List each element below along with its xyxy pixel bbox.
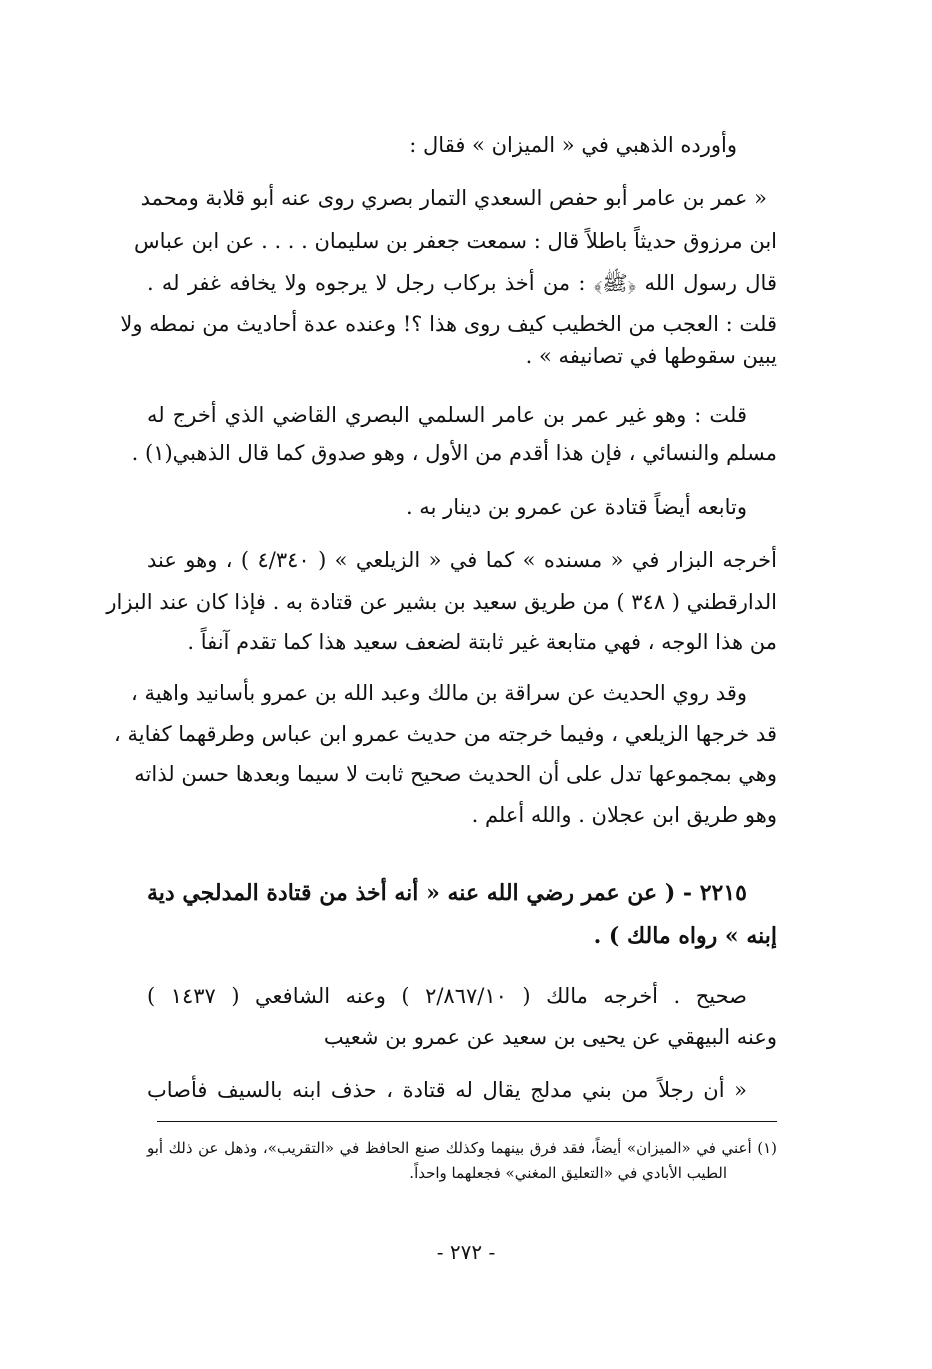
text-line: وقد روي الحديث عن سراقة بن مالك وعبد الله بن عمرو بأسانيد واهية ، [131,681,747,705]
page-number: - ٢٧٢ - [436,1240,496,1264]
text-line: الدارقطني ( ٣٤٨ ) من طريق سعيد بن بشير عن قتادة به . فإذا كان عند البزار [106,590,777,614]
footnote-line: الطيب الأبادي في «التعليق المغني» فجعلهما واحداً. [409,1164,727,1182]
footnote-line: (١) أعني في «الميزان» أيضاً، فقد فرق بينهما وكذلك صنع الحافظ في «التقريب»، وذهل عن ذلك أبو [147,1139,777,1157]
text-line: « أن رجلاً من بني مدلج يقال له قتادة ، حذف ابنه بالسيف فأصاب [147,1078,747,1102]
text-line: من هذا الوجه ، فهي متابعة غير ثابتة لضعف سعيد هذا كما تقدم آنفاً . [187,630,777,654]
text-line: قد خرجها الزيلعي ، وفيما خرجته من حديث عمرو ابن عباس وطرقهما كفاية ، [114,722,777,746]
text-line: قال رسول الله ﴿ﷺ﴾ : من أخذ بركاب رجل لا يرجوه ولا يخافه غفر له . [147,271,777,295]
text-line: قلت : وهو غير عمر بن عامر السلمي البصري القاضي الذي أخرج له [147,403,747,427]
text-line: وأورده الذهبي في « الميزان » فقال : [409,133,737,157]
text-line: صحيح . أخرجه مالك ( ٢/٨٦٧/١٠ ) وعنه الشافعي ( ١٤٣٧ ) [147,984,747,1008]
hadith-heading: ٢٢١٥ - ( عن عمر رضي الله عنه « أنه أخذ من قتادة المدلجي دية [147,880,747,906]
text-line: مسلم والنسائي ، فإن هذا أقدم من الأول ، وهو صدوق كما قال الذهبي(١) . [131,441,777,465]
text-line: قلت : العجب من الخطيب كيف روى هذا ؟! وعنده عدة أحاديث من نمطه ولا [120,312,777,336]
text-line: وتابعه أيضاً قتادة عن عمرو بن دينار به . [405,495,747,519]
text-line: ابن مرزوق حديثاً باطلاً قال : سمعت جعفر بن سليمان . . . . عن ابن عباس [134,229,777,253]
text-line: وعنه البيهقي عن يحيى بن سعيد عن عمرو بن شعيب [323,1025,777,1049]
text-line: وهي بمجموعها تدل على أن الحديث صحيح ثابت لا سيما وبعدها حسن لذاته [134,762,777,786]
hadith-heading: إبنه » رواه مالك ) . [593,923,777,949]
text-line: يبين سقوطها في تصانيفه » . [525,344,777,368]
text-line: أخرجه البزار في « مسنده » كما في « الزيلعي » ( ٤/٣٤٠ ) ، وهو عند [147,548,777,572]
footnote-separator [157,1121,777,1122]
text-line: وهو طريق ابن عجلان . والله أعلم . [471,803,777,827]
text-line: « عمر بن عامر أبو حفص السعدي التمار بصري روى عنه أبو قلابة ومحمد [140,186,767,210]
